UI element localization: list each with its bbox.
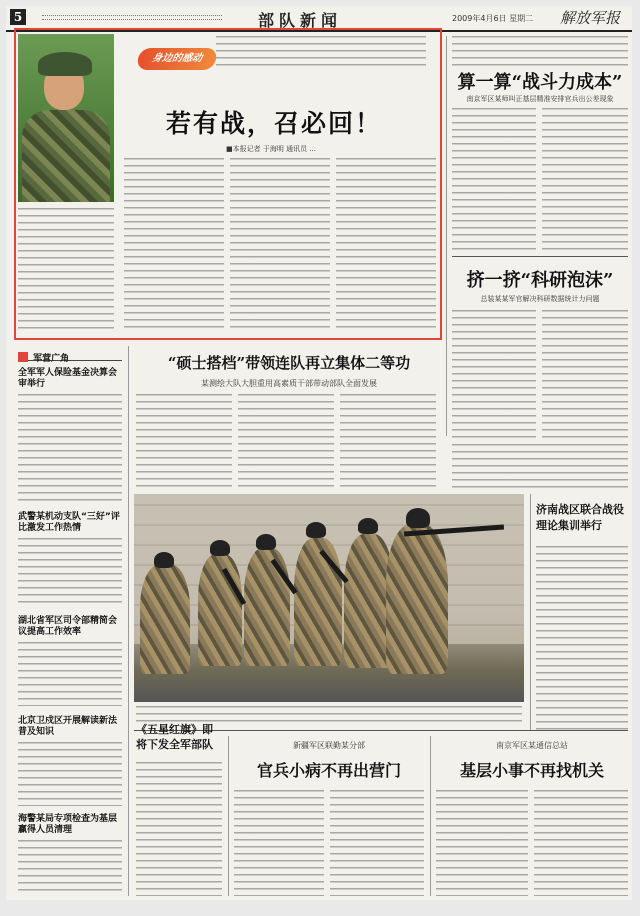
issue-date: 2009年4月6日 星期二 <box>452 14 534 23</box>
story-text-research-1 <box>452 310 536 438</box>
story-subtitle-combat-cost: 南京军区某师叫正基层精准安排官兵出公差现象 <box>466 95 614 103</box>
rubric-marker-icon <box>18 352 28 362</box>
clinic-story-kicker: 新疆军区联勤某分部 <box>293 741 365 750</box>
story-subtitle-research-bubble: 总装某某军官解决科研数据统计力问题 <box>480 295 600 303</box>
column-rule-2 <box>530 494 531 730</box>
story-divider <box>452 256 628 257</box>
right-top-text <box>452 36 628 66</box>
column-rule-4 <box>430 736 431 896</box>
feature-text-left <box>18 208 114 332</box>
main-story-text-1 <box>136 394 232 488</box>
feature-intro-text <box>216 36 426 66</box>
brief-text-3 <box>18 642 122 706</box>
newspaper-page <box>6 6 632 900</box>
main-story-text-3 <box>340 394 436 488</box>
brief-title-4: 北京卫戍区开展解读新法普及知识 <box>18 716 118 737</box>
jinan-story-title: 济南战区联合战役理论集训举行 <box>536 503 624 532</box>
story-title-combat-cost: 算一算“战斗力成本” <box>457 72 623 93</box>
photo-caption <box>136 706 522 722</box>
newspaper-name: 解放军报 <box>560 9 621 27</box>
story-text-combat-cost-1 <box>452 108 536 250</box>
feature-text-col3 <box>336 158 436 332</box>
feature-text-col2 <box>230 158 330 332</box>
feature-text-col1 <box>124 158 224 332</box>
jinan-story-text <box>536 546 628 730</box>
clinic-story-text-2 <box>330 790 424 896</box>
rubric-block <box>18 346 122 364</box>
section-name: 部队新闻 <box>258 11 343 30</box>
column-rule-3 <box>228 736 229 896</box>
affairs-story-title: 基层小事不再找机关 <box>459 761 604 780</box>
story-title-research-bubble: 挤一挤“科研泡沫” <box>466 270 614 291</box>
main-story-title: “硕士搭档”带领连队再立集体二等功 <box>167 354 411 372</box>
feature-badge: 身边的感动 <box>136 48 218 70</box>
soldier-portrait-photo <box>18 34 114 202</box>
brief-title-2: 武警某机动支队“三好”评比激发工作热情 <box>18 512 120 533</box>
affairs-story-kicker: 南京军区某通信总站 <box>496 741 568 750</box>
rubric-label: 军营广角 <box>33 354 70 364</box>
affairs-story-text-2 <box>534 790 628 896</box>
feature-title: 若有战，召必回！ <box>165 109 382 138</box>
brief-text-2 <box>18 538 122 608</box>
clinic-story-text-1 <box>234 790 324 896</box>
flag-story-text <box>136 762 222 896</box>
story-text-combat-cost-2 <box>542 108 628 250</box>
brief-text-4 <box>18 742 122 806</box>
brief-text-5 <box>18 840 122 896</box>
brief-text-1 <box>18 394 122 504</box>
brief-title-3: 湖北省军区司令部精简会议提高工作效率 <box>18 616 118 637</box>
flag-story-title: 《五星红旗》即将下发全军部队 <box>136 723 213 751</box>
main-story-subtitle: 某测绘大队大胆重用高素质干部带动部队全面发展 <box>201 379 377 388</box>
squad-training-photo <box>134 494 524 702</box>
page-number: 5 <box>10 9 26 25</box>
main-story-text-4 <box>452 444 628 490</box>
column-rule <box>446 36 447 436</box>
feature-byline: ■本报记者 于海明 通讯员 ... <box>226 145 316 153</box>
left-column-rule <box>128 346 129 896</box>
clinic-story-title: 官兵小病不再出营门 <box>256 761 401 780</box>
story-text-research-2 <box>542 310 628 438</box>
affairs-story-text-1 <box>436 790 528 896</box>
brief-title-1: 全军军人保险基金决算会审举行 <box>18 368 118 389</box>
header-rule <box>42 15 222 20</box>
brief-title-5: 海警某局专项检查为基层赢得人员清理 <box>18 814 118 835</box>
main-story-text-2 <box>238 394 334 488</box>
